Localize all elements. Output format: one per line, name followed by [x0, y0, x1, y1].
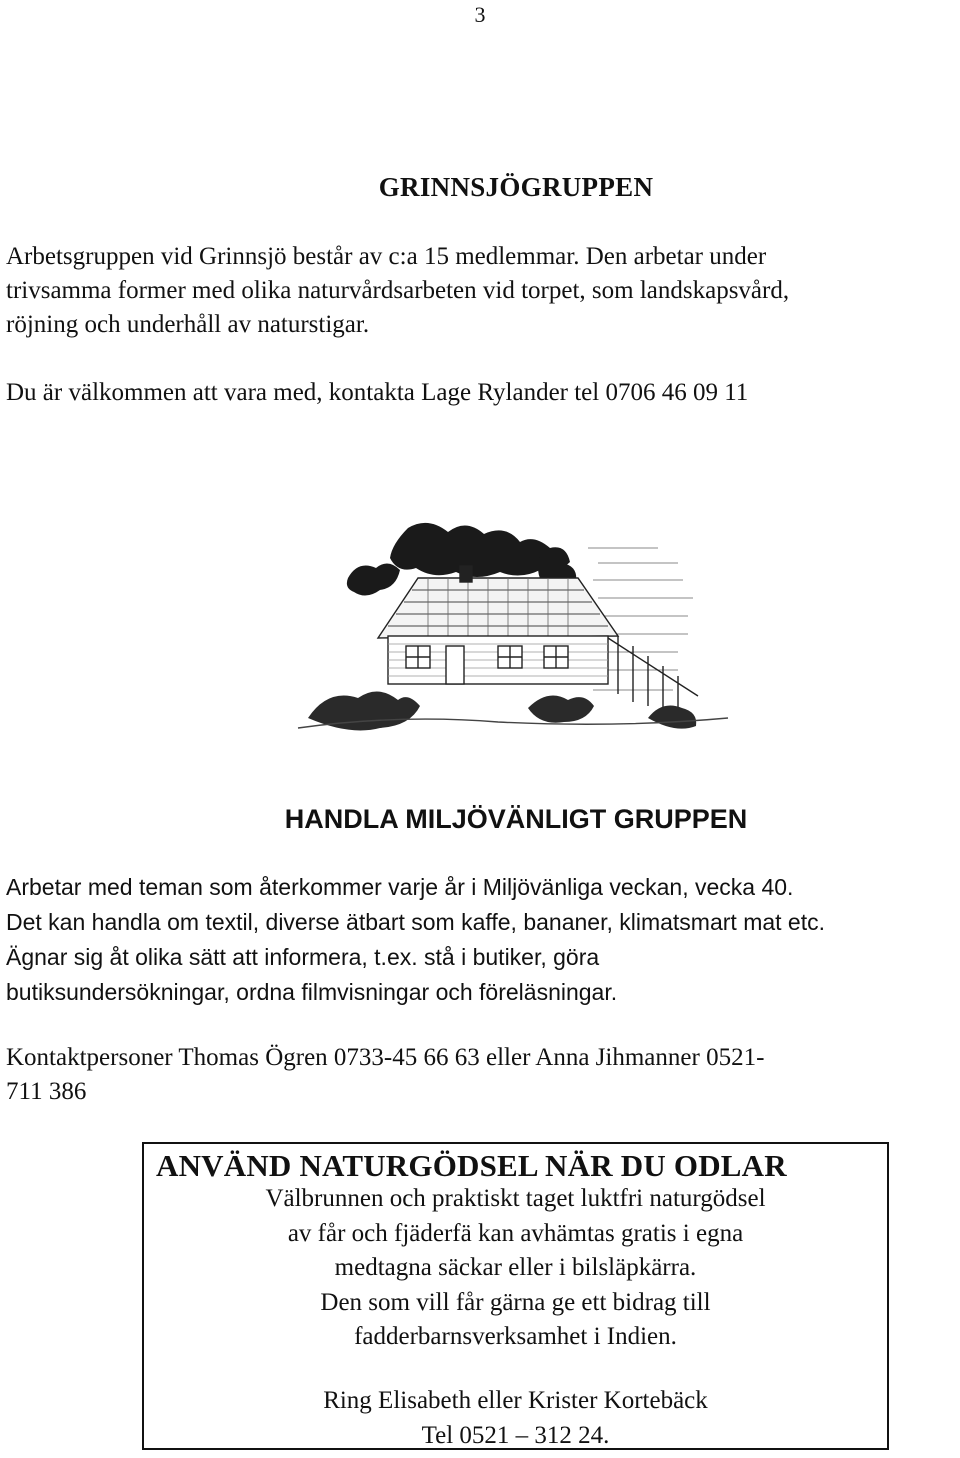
fertilizer-contact-line: Tel 0521 – 312 24.: [421, 1421, 610, 1449]
cottage-illustration: [288, 518, 732, 740]
handla-heading: HANDLA MILJÖVÄNLIGT GRUPPEN: [284, 804, 748, 834]
fertilizer-notice-line: fadderbarnsverksamhet i Indien.: [354, 1323, 677, 1350]
fertilizer-notice-contact: [144, 1384, 887, 1453]
fertilizer-notice-line: av får och fjäderfä kan avhämtas gratis i egna: [287, 1219, 744, 1247]
fence: [608, 636, 698, 712]
page-number: 3: [474, 2, 486, 27]
fertilizer-notice-title: ANVÄND NATURGÖDSEL NÄR DU ODLAR: [156, 1148, 787, 1183]
handla-contact-paragraph: [6, 1041, 946, 1109]
grinnsjo-intro-line: Arbetsgruppen vid Grinnsjö består av c:a 15 medlemmar. Den arbetar under: [6, 243, 767, 270]
fertilizer-notice-box: [142, 1142, 889, 1450]
cottage-wall: [388, 636, 608, 684]
handla-contact-line: Kontaktpersoner Thomas Ögren 0733-45 66 63 eller Anna Jihmanner 0521-: [6, 1044, 765, 1071]
handla-intro-line: Det kan handla om textil, diverse ätbart som kaffe, bananer, klimatsmart mat etc.: [6, 909, 826, 935]
bushes: [308, 691, 696, 730]
grinnsjo-intro-line: röjning och underhåll av naturstigar.: [6, 311, 370, 338]
cottage-roof: [378, 566, 618, 638]
fertilizer-notice-line: Den som vill får gärna ge ett bidrag till: [320, 1288, 711, 1316]
grinnsjo-contact-paragraph: Du är välkommen att vara med, kontakta Lage Rylander tel 0706 46 09 11: [6, 379, 749, 406]
handla-intro-line: butiksundersökningar, ordna filmvisningar och föreläsningar.: [6, 979, 618, 1005]
fertilizer-contact-line: Ring Elisabeth eller Krister Kortebäck: [323, 1387, 708, 1414]
grinnsjo-intro-paragraph: [6, 240, 946, 342]
handla-intro-line: Arbetar med teman som återkommer varje år i Miljövänliga veckan, vecka 40.: [6, 874, 794, 900]
fertilizer-notice-body: [144, 1182, 887, 1355]
grinnsjo-heading: GRINNSJÖGRUPPEN: [378, 172, 654, 202]
fertilizer-notice-line: medtagna säckar eller i bilsläpkärra.: [334, 1254, 697, 1281]
handla-intro-paragraph: [6, 870, 946, 1010]
handla-contact-line: 711 386: [6, 1078, 87, 1105]
fertilizer-notice-line: Välbrunnen och praktiskt taget luktfri naturgödsel: [265, 1185, 766, 1212]
handla-intro-line: Ägnar sig åt olika sätt att informera, t.ex. stå i butiker, göra: [6, 944, 600, 970]
grinnsjo-intro-line: trivsamma former med olika naturvårdsarbeten vid torpet, som landskapsvård,: [6, 277, 790, 304]
